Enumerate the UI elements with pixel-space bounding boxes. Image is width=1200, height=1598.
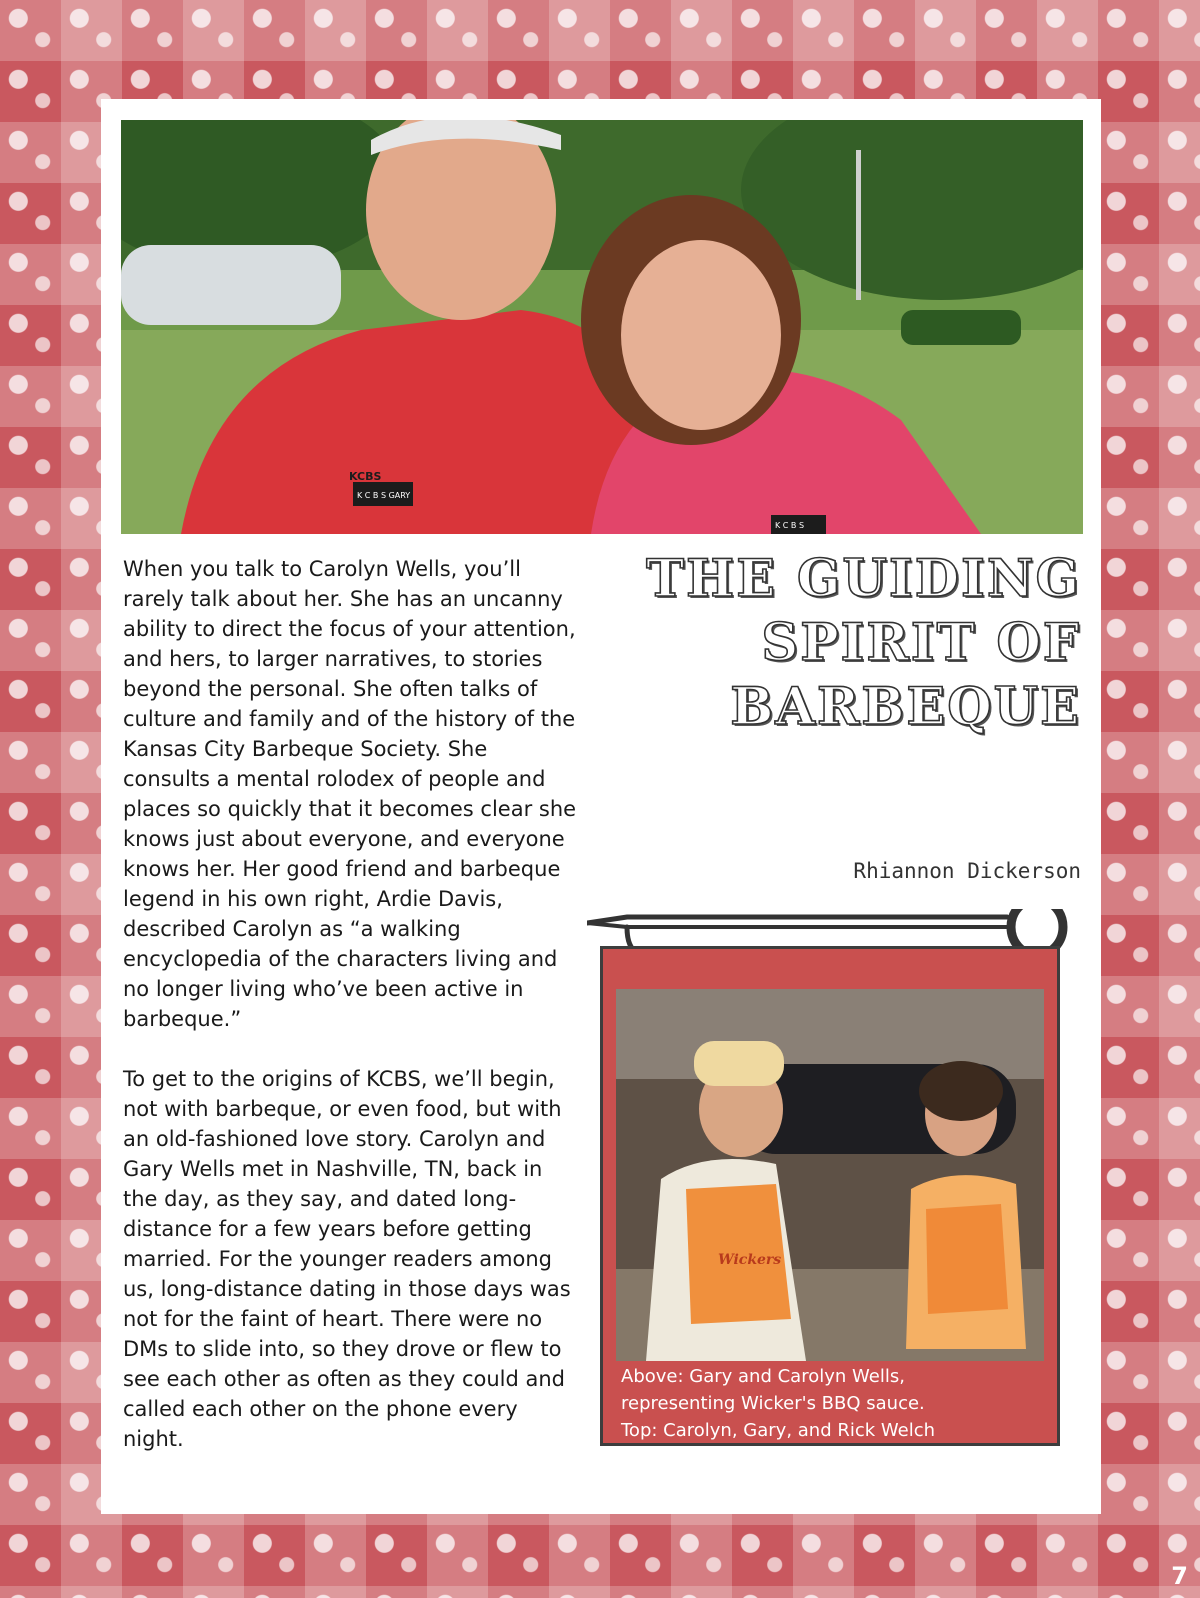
caption-line-1: Above: Gary and Carolyn Wells, [621,1366,905,1387]
caption-box [600,946,1060,1446]
article-paragraph-1: When you talk to Carolyn Wells, you’ll rarely talk about her. She has an uncanny ability to direct the focus of your attention, and hers, to larger narratives, to stories beyond the personal. She often talks of culture and family and of the history of the Kansas City Barbeque Society. She consults a mental rolodex of people and places so quickly that it becomes clear she knows just about everyone, and everyone knows her. Her good friend and barbeque legend in his own right, Ardie Davis, described Carolyn as “a walking encyclopedia of the characters living and no longer living who’ve been active in barbeque.” [123,557,577,1031]
article-body [123,554,578,1484]
inset-apron-text: Wickers [718,1252,782,1268]
author-byline: Rhiannon Dickerson [853,859,1081,883]
title-line-1: THE GUIDING [646,549,1081,609]
inset-photo [616,989,1044,1361]
hero-badge-right: K C B S [775,521,805,530]
caption-line-2: representing Wicker's BBQ sauce. [621,1393,925,1414]
article-title [581,547,1081,739]
photo-caption [621,1363,1051,1444]
hero-badge-left: K C B S GARY [357,491,411,500]
article-paragraph-2: To get to the origins of KCBS, we’ll begin, not with barbeque, or even food, but with an old-fashioned love story. Carolyn and Gary Wells met in Nashville, TN, back in the day, as they say, and dated long-distance for a few years before getting married. For the younger readers among us, long-distance dating in those days was not for the faint of heart. There were no DMs to slide into, so they drove or flew to see each other as often as they could and called each other on the phone every night. [123,1067,571,1451]
title-line-3: BARBEQUE [730,677,1081,737]
inset-photo-image [616,989,1044,1361]
page-number: 7 [1171,1562,1188,1590]
title-line-2: SPIRIT OF [761,613,1081,673]
caption-line-3: Top: Carolyn, Gary, and Rick Welch [621,1420,936,1441]
hero-photo-image [121,120,1083,534]
article-page [101,99,1101,1514]
hero-photo [121,120,1083,534]
hero-shirt-text: KCBS [349,470,382,483]
